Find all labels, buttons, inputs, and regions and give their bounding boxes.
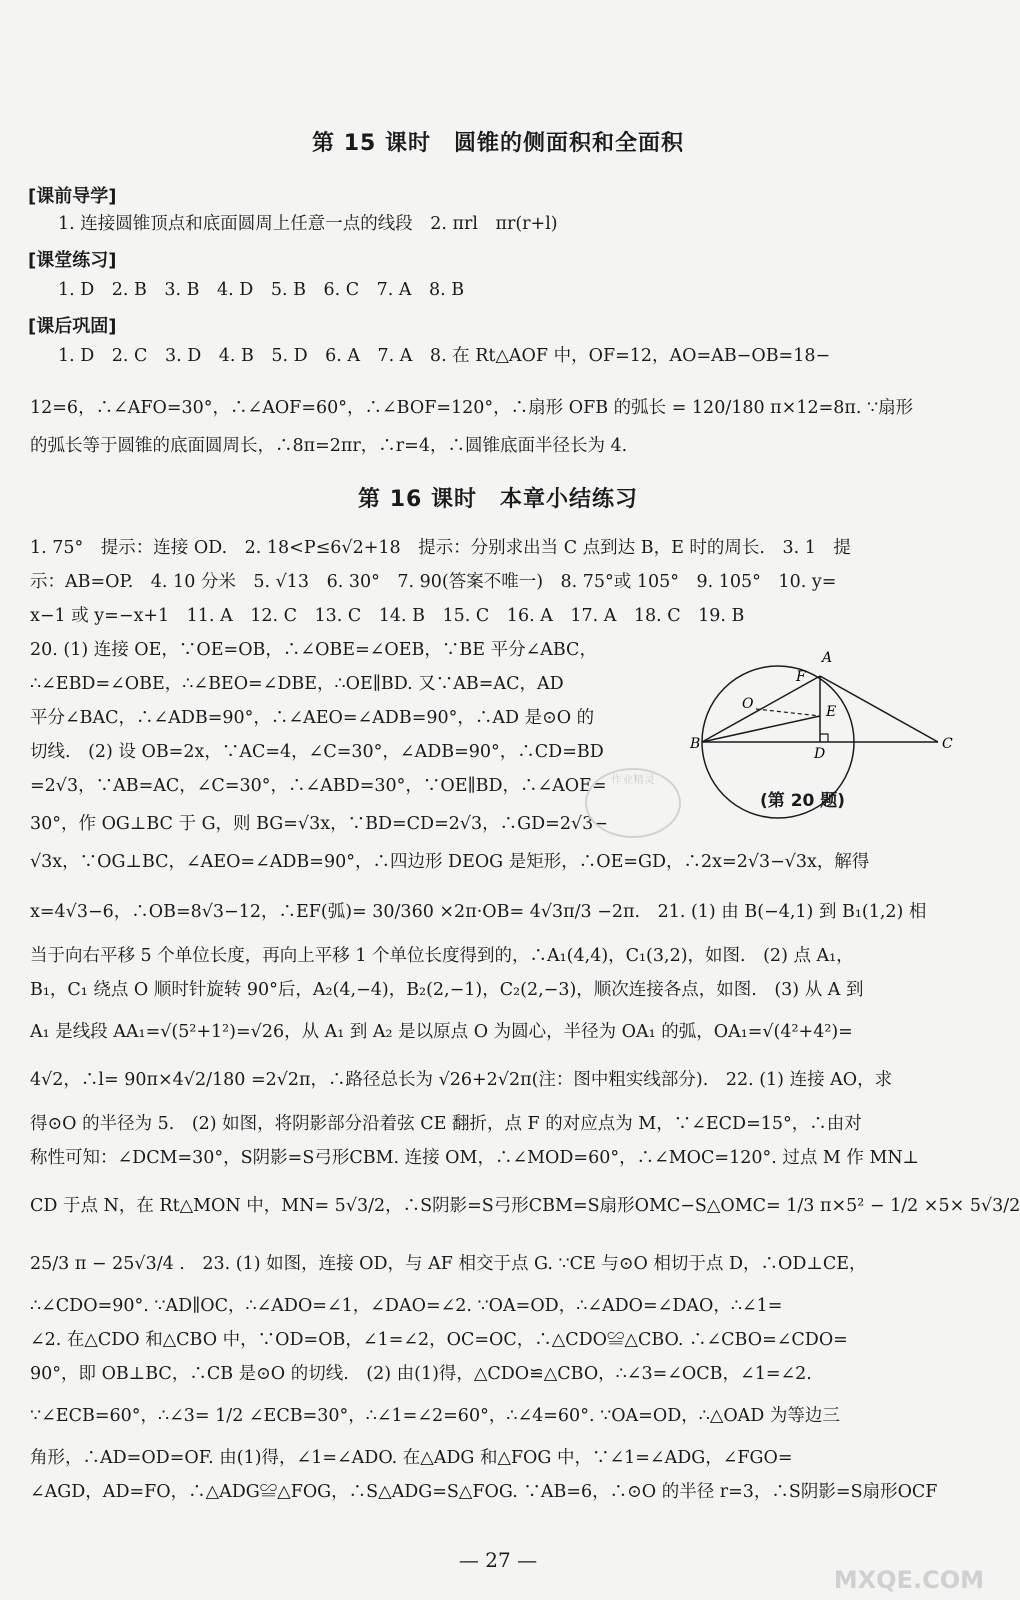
answer-line: 角形，∴AD=OD=OF. 由(1)得，∠1=∠ADO. 在△ADG 和△FOG 中，∵∠1=∠ADG，∠FGO= [30,1448,793,1468]
answer-line: B₁，C₁ 绕点 O 顺时针旋转 90°后，A₂(4,−4)，B₂(2,−1)，C₂(2,−3)，顺次连接各点，如图. (3) 从 A 到 [30,980,864,1000]
label-e: E [826,704,837,720]
pre-study-answers: 1. 连接圆锥顶点和底面圆周上任意一点的线段 2. πrl πr(r+l) [58,214,558,234]
answer-line: 90°，即 OB⊥BC，∴CB 是⊙O 的切线. (2) 由(1)得，△CDO≌△CBO，∴∠3=∠OCB，∠1=∠2. [30,1364,812,1384]
answer-line: 称性可知：∠DCM=30°，S阴影=S弓形CBM. 连接 OM，∴∠MOD=60°，∴∠MOC=120°. 过点 M 作 MN⊥ [30,1148,920,1168]
section-after-class: [课后巩固] [28,316,117,337]
answer-line: A₁ 是线段 AA₁=√(5²+1²)=√26，从 A₁ 到 A₂ 是以原点 O 为圆心，半径为 OA₁ 的弧，OA₁=√(4²+4²)= [30,1022,853,1042]
answer-line: 4√2，∴l= 90π×4√2/180 =2√2π，∴路径总长为 √26+2√2π(注：图中粗实线部分). 22. (1) 连接 AO，求 [30,1070,893,1090]
lesson16-title: 第 16 课时 本章小结练习 [358,487,638,512]
class-practice-answers: 1. D 2. B 3. B 4. D 5. B 6. C 7. A 8. B [58,280,465,300]
figure-caption: (第 20 题) [760,791,846,811]
after-class-line-3: 的弧长等于圆锥的底面圆周长，∴8π=2πr，∴r=4，∴圆锥底面半径长为 4. [30,436,628,456]
stamp-logo: 作业精灵 [585,768,681,838]
lesson15-title: 第 15 课时 圆锥的侧面积和全面积 [312,131,684,156]
answer-line: 切线. (2) 设 OB=2x，∵AC=4，∠C=30°，∠ADB=90°，∴CD=BD [30,742,604,762]
label-o: O [742,696,754,712]
label-f: F [796,669,806,685]
segment-be [702,716,820,742]
answer-line: 得⊙O 的半径为 5. (2) 如图，将阴影部分沿着弦 CE 翻折，点 F 的对应点为 M，∵∠ECD=15°，∴由对 [30,1114,862,1134]
answer-line: 1. 75° 提示：连接 OD. 2. 18<P≤6√2+18 提示：分别求出当 C 点到达 B，E 时的周长. 3. 1 提 [30,538,851,558]
answer-line: ∵∠ECB=60°，∴∠3= 1/2 ∠ECB=30°，∴∠1=∠2=60°，∴∠4=60°. ∵OA=OD，∴△OAD 为等边三 [30,1406,840,1426]
after-class-line-2: 12=6，∴∠AFO=30°，∴∠AOF=60°，∴∠BOF=120°，∴扇形 OFB 的弧长 = 120/180 π×12=8π. ∵扇形 [30,398,914,418]
answer-line: ∠2. 在△CDO 和△CBO 中，∵OD=OB，∠1=∠2，OC=OC，∴△CDO≌△CBO. ∴∠CBO=∠CDO= [30,1330,848,1350]
answer-line: 25/3 π − 25√3/4 . 23. (1) 如图，连接 OD，与 AF 相交于点 G. ∵CE 与⊙O 相切于点 D，∴OD⊥CE， [30,1254,867,1274]
answer-line: ∴∠CDO=90°. ∵AD∥OC，∴∠ADO=∠1，∠DAO=∠2. ∵OA=OD，∴∠ADO=∠DAO，∴∠1= [30,1296,783,1316]
segment-oe [756,709,820,716]
answer-line: =2√3，∵AB=AC，∠C=30°，∴∠ABD=30°，∵OE∥BD，∴∠AOE= [30,776,607,796]
label-a: A [822,650,833,666]
answer-line: √3x，∵OG⊥BC，∠AEO=∠ADB=90°，∴四边形 DEOG 是矩形，∴OE=GD，∴2x=2√3−√3x，解得 [30,852,870,872]
page-number: — 27 — [458,1548,538,1572]
label-d: D [814,746,826,762]
section-pre-study: [课前导学] [28,186,117,207]
answer-line: 30°，作 OG⊥BC 于 G，则 BG=√3x，∵BD=CD=2√3，∴GD=2√3− [30,814,608,834]
answer-line: 20. (1) 连接 OE，∵OE=OB，∴∠OBE=∠OEB，∵BE 平分∠ABC， [30,640,597,660]
answer-line: CD 于点 N，在 Rt△MON 中，MN= 5√3/2，∴S阴影=S弓形CBM=S扇形OMC−S△OMC= 1/3 π×5² − 1/2 ×5× 5√3/2 [30,1196,1020,1216]
answer-line: x−1 或 y=−x+1 11. A 12. C 13. C 14. B 15. C 16. A 17. A 18. C 19. B [30,606,745,626]
after-class-line-1: 1. D 2. C 3. D 4. B 5. D 6. A 7. A 8. 在 Rt△AOF 中，OF=12，AO=AB−OB=18− [58,346,831,366]
segment-ba [702,676,820,742]
answer-line: ∴∠EBD=∠OBE，∴∠BEO=∠DBE，∴OE∥BD. 又∵AB=AC，AD [30,674,564,694]
label-b: B [690,736,701,752]
answer-line: 示：AB=OP. 4. 10 分米 5. √13 6. 30° 7. 90(答案不唯一) 8. 75°或 105° 9. 105° 10. y= [30,572,837,592]
watermark-logo: MXQE.COM [833,1566,984,1594]
answer-line: ∠AGD，AD=FO，∴△ADG≌△FOG，∴S△ADG=S△FOG. ∵AB=6，∴⊙O 的半径 r=3，∴S阴影=S扇形OCF [30,1482,938,1502]
answer-line: x=4√3−6，∴OB=8√3−12，∴EF(弧)= 30/360 ×2π·OB= 4√3π/3 −2π. 21. (1) 由 B(−4,1) 到 B₁(1,2) 相 [30,902,927,922]
right-angle-mark [820,734,828,742]
answer-line: 当于向右平移 5 个单位长度，再向上平移 1 个单位长度得到的，∴A₁(4,4)，C₁(3,2)，如图. (2) 点 A₁， [30,946,854,966]
label-c: C [942,736,953,752]
answer-line: 平分∠BAC，∴∠ADB=90°，∴∠AEO=∠ADB=90°，∴AD 是⊙O 的 [30,708,595,728]
section-class-practice: [课堂练习] [28,250,117,271]
segment-ac [820,676,938,742]
